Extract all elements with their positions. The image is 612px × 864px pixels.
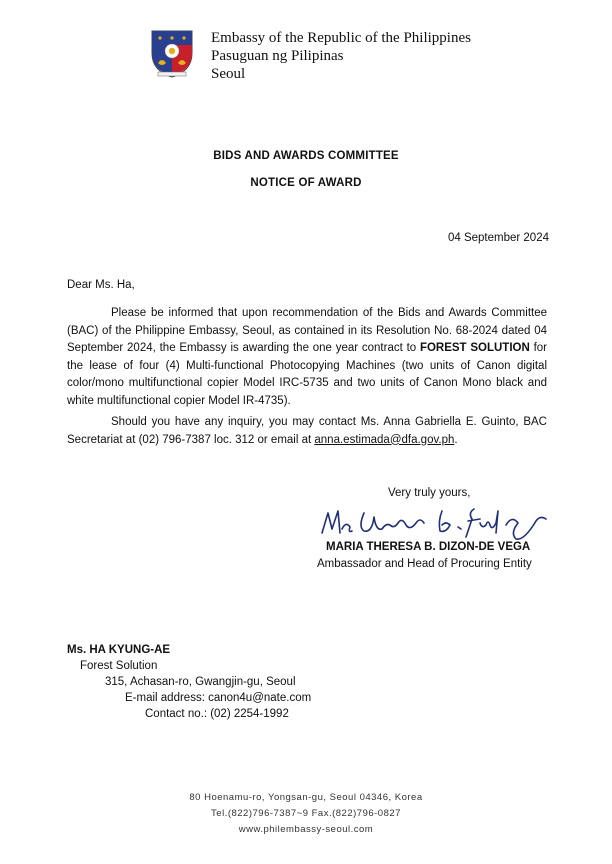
addressee-contact: Contact no.: (02) 2254-1992 <box>145 708 289 720</box>
addressee-company: Forest Solution <box>80 660 158 672</box>
letter-date: 04 September 2024 <box>447 232 549 244</box>
letterhead-city: Seoul <box>211 66 246 82</box>
closing: Very truly yours, <box>388 487 471 499</box>
award-text-after: for the lease of four (4) Multi-functional Photocopying Machines (two units of Canon digital color/mono multifunctional copier Model IRC-5735 and two units of Canon Mono black and white multifunctional copier Model IR-4735). <box>67 342 547 407</box>
awardee-company: FOREST SOLUTION <box>419 342 530 354</box>
inquiry-paragraph <box>67 414 547 449</box>
notice-heading: NOTICE OF AWARD <box>250 177 362 189</box>
addressee-email: E-mail address: canon4u@nate.com <box>125 692 312 704</box>
award-paragraph <box>67 305 547 410</box>
signer-title: Ambassador and Head of Procuring Entity <box>317 558 532 570</box>
salutation: Dear Ms. Ha, <box>67 279 135 291</box>
addressee-address: 315, Achasan-ro, Gwangjin-gu, Seoul <box>105 676 296 688</box>
letterhead-filipino-name: Pasuguan ng Pilipinas <box>211 48 344 64</box>
committee-heading: BIDS AND AWARDS COMMITTEE <box>213 150 399 162</box>
footer-address: 80 Hoenamu-ro, Yongsan-gu, Seoul 04346, Korea <box>189 792 423 803</box>
inquiry-text-before: Should you have any inquiry, you may contact Ms. Anna Gabriella E. Guinto, BAC Secretariat at (02) 796-7387 loc. 312 or email at <box>67 416 547 446</box>
footer-website: www.philembassy-seoul.com <box>238 824 374 835</box>
signer-name: MARIA THERESA B. DIZON-DE VEGA <box>326 541 531 553</box>
addressee-name: Ms. HA KYUNG-AE <box>67 644 171 656</box>
inquiry-text-after: . <box>454 433 458 446</box>
footer-phone-fax: Tel.(822)796-7387~9 Fax.(822)796-0827 <box>211 808 401 819</box>
philippine-seal-icon <box>146 27 198 79</box>
award-text-before: Please be informed that upon recommendation of the Bids and Awards Committee (BAC) of the Philippine Embassy, Seoul, as contained in its Resolution No. 68-2024 dated 04 September 2024, the Embassy is awarding the one year contract to <box>67 307 547 354</box>
contact-email-link[interactable]: anna.estimada@dfa.gov.ph <box>314 433 455 446</box>
letterhead-embassy-name: Embassy of the Republic of the Philippines <box>211 30 471 46</box>
